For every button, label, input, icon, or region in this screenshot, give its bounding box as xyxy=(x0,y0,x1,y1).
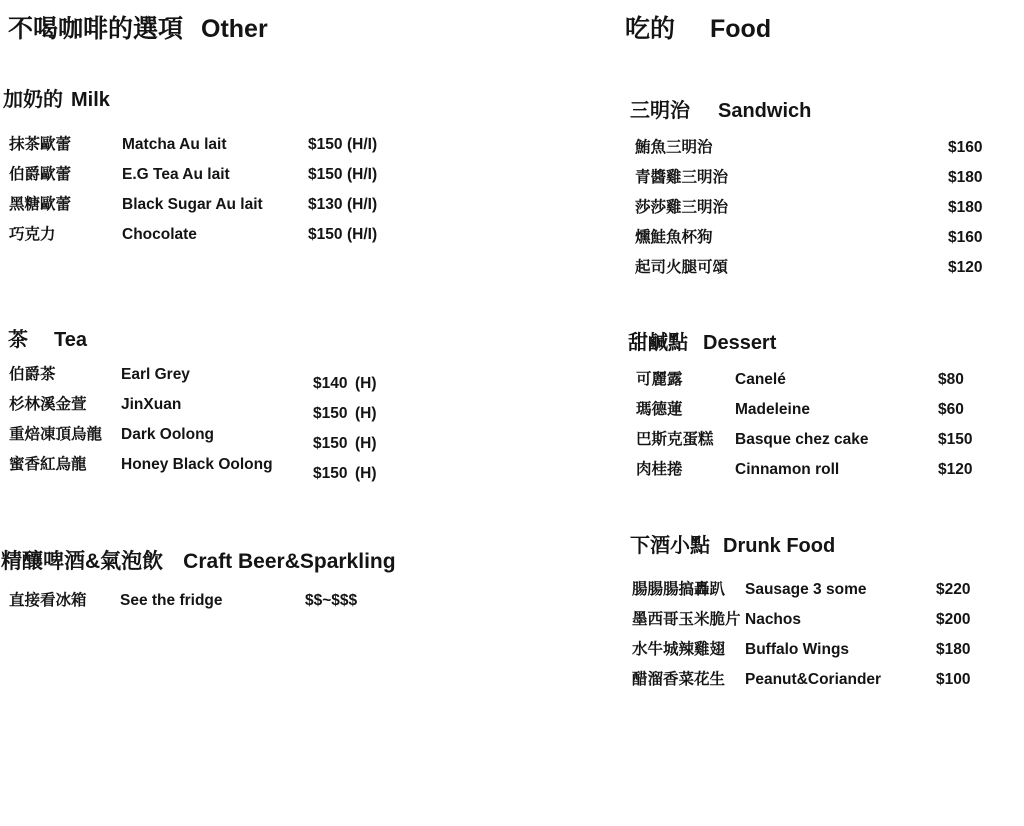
item-name-en: Matcha Au lait xyxy=(122,136,227,153)
item-note: (H) xyxy=(355,375,377,392)
item-name-zh: 腸腸腸搞轟趴 xyxy=(632,581,726,598)
item-price: $150 xyxy=(313,405,348,422)
page-title-other-en: Other xyxy=(201,15,268,43)
menu-item-row xyxy=(0,163,1024,193)
item-name-zh: 青醬雞三明治 xyxy=(635,169,729,186)
item-price: $140 xyxy=(313,375,348,392)
item-price: $180 xyxy=(948,199,983,216)
page-title-food-en: Food xyxy=(710,15,772,43)
item-name-zh: 杉林溪金萱 xyxy=(9,396,87,413)
item-price: $$~$$$ xyxy=(305,592,358,609)
item-price: $80 xyxy=(938,371,964,388)
item-name-zh: 巴斯克蛋糕 xyxy=(636,431,714,448)
item-name-zh: 蜜香紅烏龍 xyxy=(9,456,87,473)
section-heading-milk xyxy=(3,87,110,113)
menu-item-row xyxy=(0,455,1024,485)
item-price: $150 xyxy=(308,136,343,153)
item-name-en: Buffalo Wings xyxy=(745,641,850,658)
section-heading-drunk-food-zh: 下酒小點 xyxy=(630,535,710,557)
item-name-zh: 巧克力 xyxy=(9,226,56,243)
item-name-zh: 黑糖歐蕾 xyxy=(9,196,72,213)
section-heading-tea-zh: 茶 xyxy=(8,329,28,351)
item-name-en: See the fridge xyxy=(120,592,223,609)
item-name-zh: 抹茶歐蕾 xyxy=(9,136,72,153)
item-name-en: Canelé xyxy=(735,371,786,388)
item-name-en: Dark Oolong xyxy=(121,426,215,443)
item-name-zh: 可麗露 xyxy=(636,371,683,388)
item-price: $130 xyxy=(308,196,343,213)
item-name-zh: 伯爵歐蕾 xyxy=(9,166,72,183)
menu-item-row xyxy=(0,425,1024,455)
item-name-en: Earl Grey xyxy=(121,366,190,383)
item-note: (H) xyxy=(355,465,377,482)
item-price: $150 xyxy=(308,226,343,243)
menu-item-row xyxy=(0,665,1024,695)
menu-item-row xyxy=(0,223,1024,253)
section-heading-milk-en: Milk xyxy=(71,89,110,111)
item-name-zh: 莎莎雞三明治 xyxy=(635,199,729,216)
item-note: (H/I) xyxy=(347,196,378,213)
menu-item-row xyxy=(0,365,1024,395)
item-name-zh: 墨西哥玉米脆片 xyxy=(632,611,741,628)
item-name-en: Chocolate xyxy=(122,226,197,243)
item-note: (H/I) xyxy=(347,166,378,183)
menu-item-row xyxy=(0,253,1024,283)
menu-item-row xyxy=(0,575,1024,605)
item-name-zh: 起司火腿可頌 xyxy=(635,259,729,276)
menu-item-row xyxy=(0,193,1024,223)
section-heading-dessert-en: Dessert xyxy=(703,332,777,354)
section-heading-sandwich-en: Sandwich xyxy=(718,100,812,122)
item-name-en: Cinnamon roll xyxy=(735,461,840,478)
page-title-other xyxy=(8,12,268,46)
item-name-zh: 伯爵茶 xyxy=(9,366,56,383)
item-name-en: Madeleine xyxy=(735,401,810,418)
page-title-food-zh: 吃的 xyxy=(625,15,676,43)
item-price: $200 xyxy=(936,611,971,628)
item-note: (H/I) xyxy=(347,226,378,243)
item-price: $150 xyxy=(313,465,348,482)
menu-item-row xyxy=(0,133,1024,163)
item-note: (H) xyxy=(355,405,377,422)
item-note: (H) xyxy=(355,435,377,452)
item-name-en: JinXuan xyxy=(121,396,182,413)
menu-item-row xyxy=(0,605,1024,635)
item-name-en: Black Sugar Au lait xyxy=(122,196,263,213)
item-name-zh: 水牛城辣雞翅 xyxy=(632,641,726,658)
page-title-food xyxy=(625,12,771,46)
section-heading-dessert-zh: 甜鹹點 xyxy=(628,332,688,354)
item-name-zh: 直接看冰箱 xyxy=(9,592,87,609)
item-name-en: E.G Tea Au lait xyxy=(122,166,230,183)
item-price: $120 xyxy=(938,461,973,478)
item-price: $180 xyxy=(948,169,983,186)
item-name-en: Honey Black Oolong xyxy=(121,456,273,473)
item-price: $150 xyxy=(313,435,348,452)
item-name-zh: 瑪德蓮 xyxy=(636,401,683,418)
item-name-zh: 醋溜香菜花生 xyxy=(632,671,726,688)
item-price: $150 xyxy=(308,166,343,183)
section-heading-craft-beer-en: Craft Beer&Sparkling xyxy=(183,550,396,573)
item-name-en: Basque chez cake xyxy=(735,431,869,448)
page-title-other-zh: 不喝咖啡的選項 xyxy=(8,15,184,43)
item-name-en: Sausage 3 some xyxy=(745,581,867,598)
section-heading-milk-zh: 加奶的 xyxy=(3,89,63,111)
section-heading-sandwich xyxy=(630,98,811,124)
section-heading-tea-en: Tea xyxy=(54,329,87,351)
item-price: $150 xyxy=(938,431,973,448)
item-name-zh: 燻鮭魚杯狗 xyxy=(635,229,713,246)
section-heading-craft-beer xyxy=(1,549,396,575)
item-price: $60 xyxy=(938,401,964,418)
menu-item-row xyxy=(0,635,1024,665)
item-name-en: Nachos xyxy=(745,611,801,628)
item-price: $180 xyxy=(936,641,971,658)
section-heading-drunk-food xyxy=(630,533,835,559)
item-name-en: Peanut&Coriander xyxy=(745,671,882,688)
item-note: (H/I) xyxy=(347,136,378,153)
section-heading-tea xyxy=(8,327,87,353)
item-name-zh: 肉桂捲 xyxy=(636,461,683,478)
section-heading-craft-beer-zh: 精釀啤酒&氣泡飲 xyxy=(1,550,164,573)
menu-item-row xyxy=(0,395,1024,425)
section-heading-drunk-food-en: Drunk Food xyxy=(723,535,836,557)
section-heading-sandwich-zh: 三明治 xyxy=(630,100,690,122)
section-heading-dessert xyxy=(628,330,776,356)
item-name-zh: 重焙凍頂烏龍 xyxy=(9,426,103,443)
item-price: $120 xyxy=(948,259,983,276)
item-price: $220 xyxy=(936,581,971,598)
item-price: $160 xyxy=(948,139,983,156)
item-name-zh: 鮪魚三明治 xyxy=(635,139,713,156)
item-price: $160 xyxy=(948,229,983,246)
item-price: $100 xyxy=(936,671,971,688)
